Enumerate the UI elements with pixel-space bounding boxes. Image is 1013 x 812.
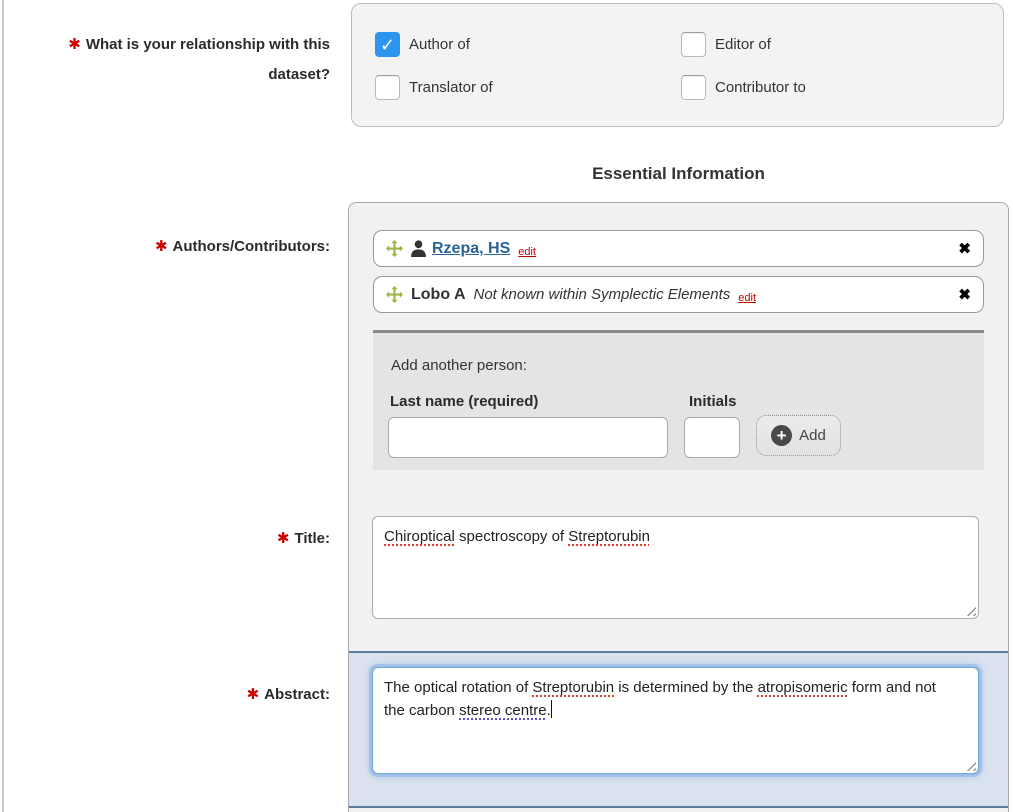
text-caret	[551, 700, 552, 718]
author-not-known-note: Not known within Symplectic Elements	[473, 286, 731, 303]
abstract-label	[0, 680, 330, 710]
edit-author-link[interactable]: edit	[518, 246, 536, 258]
relationship-option-author-of[interactable]	[375, 32, 470, 57]
plus-icon: +	[771, 425, 792, 446]
relationship-options-panel	[351, 3, 1004, 127]
translator-of-checkbox[interactable]	[375, 75, 400, 100]
authors-contributors-label-text: Authors/Contributors:	[172, 238, 330, 255]
required-icon: ✱	[246, 686, 260, 703]
relationship-option-contributor-to[interactable]	[681, 75, 806, 100]
required-icon: ✱	[276, 530, 290, 547]
abstract-text: The optical rotation of Streptorubin is determined by the atropisomeric form and not the carbon stereo centre.	[384, 679, 936, 719]
relationship-question-label	[30, 30, 330, 90]
abstract-field-row	[349, 651, 1008, 808]
checkmark-icon: ✓	[379, 34, 396, 55]
relationship-option-editor-of[interactable]	[681, 32, 771, 57]
initials-label: Initials	[689, 393, 737, 410]
remove-author-button[interactable]: ✖	[958, 286, 971, 303]
contributor-to-label: Contributor to	[715, 79, 806, 96]
author-of-label: Author of	[409, 36, 470, 53]
essential-information-heading: Essential Information	[592, 164, 765, 183]
contributor-to-checkbox[interactable]	[681, 75, 706, 100]
essential-information-panel	[348, 202, 1009, 812]
add-person-section	[373, 330, 984, 470]
add-person-heading: Add another person:	[391, 357, 527, 374]
last-name-label: Last name (required)	[390, 393, 539, 410]
translator-of-label: Translator of	[409, 79, 493, 96]
author-name-link[interactable]: Rzepa, HS	[432, 239, 511, 257]
remove-author-button[interactable]: ✖	[958, 240, 971, 257]
move-icon[interactable]	[386, 240, 403, 257]
abstract-textarea[interactable]	[372, 667, 979, 774]
relationship-question-text: What is your relationship with this dataset?	[85, 36, 330, 83]
author-name-text: Lobo A	[411, 285, 466, 303]
abstract-label-text: Abstract:	[264, 686, 330, 703]
relationship-option-translator-of[interactable]	[375, 75, 493, 100]
add-button-label: Add	[799, 427, 826, 444]
move-icon[interactable]	[386, 286, 403, 303]
title-field-row	[349, 516, 1008, 619]
title-label-text: Title:	[294, 530, 330, 547]
editor-of-label: Editor of	[715, 36, 771, 53]
edit-author-link[interactable]: edit	[738, 292, 757, 304]
author-entry-rzepa	[373, 230, 984, 267]
person-icon	[411, 240, 426, 257]
last-name-input[interactable]	[388, 417, 668, 458]
title-text: Chiroptical spectroscopy of Streptorubin	[384, 528, 650, 545]
editor-of-checkbox[interactable]	[681, 32, 706, 57]
authors-contributors-label	[0, 232, 330, 262]
author-of-checkbox[interactable]	[375, 32, 400, 57]
resize-handle-icon[interactable]	[964, 604, 976, 616]
add-person-button[interactable]	[756, 415, 841, 456]
author-entry-lobo	[373, 276, 984, 313]
initials-input[interactable]	[684, 417, 740, 458]
title-label	[0, 524, 330, 554]
required-icon: ✱	[154, 238, 168, 255]
required-icon: ✱	[68, 36, 81, 53]
title-textarea[interactable]	[372, 516, 979, 619]
resize-handle-icon[interactable]	[964, 759, 976, 771]
authors-list	[349, 203, 1008, 470]
